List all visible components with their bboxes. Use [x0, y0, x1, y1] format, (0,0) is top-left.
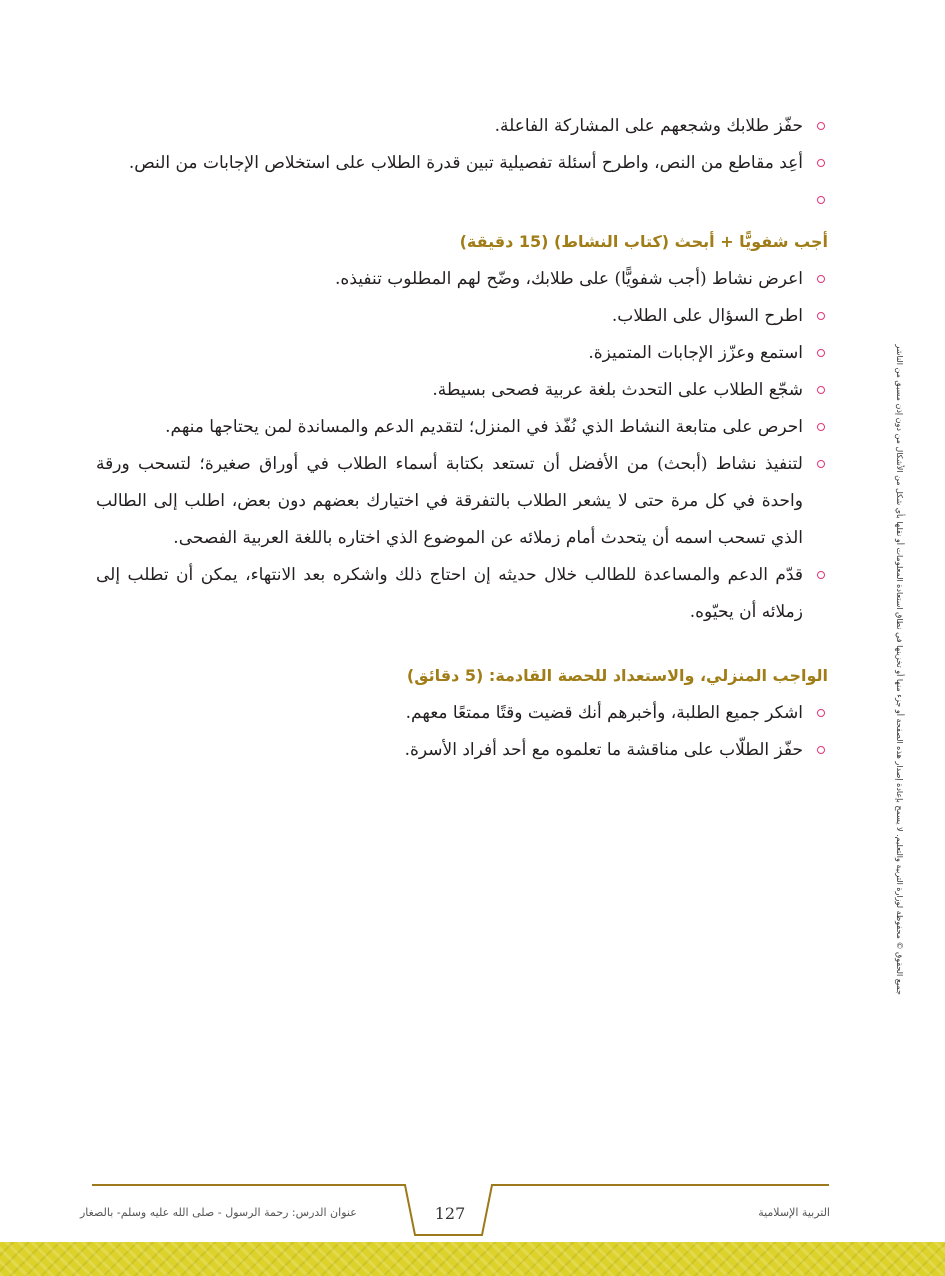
page-number: 127 [434, 1204, 466, 1223]
copyright-text: جميع الحقوق © محفوظة لوزارة التربية والتعليم. لا يسمح بإعادة إصدار هذه الصفحة أو جزء منها أو تخزينها في نطاق استعادة المعلومات أو نقلها بأي شكل من الأشكال من دون إذن مسبق من الناشر [895, 344, 904, 995]
list-item: اشكر جميع الطلبة، وأخبرهم أنك قضيت وقتًا ممتعًا معهم. [96, 695, 828, 732]
list-item: احرص على متابعة النشاط الذي نُفّذ في المنزل؛ لتقديم الدعم والمساندة لمن يحتاجها منهم. [96, 409, 828, 446]
list-item: قدّم الدعم والمساعدة للطالب خلال حديثه إن احتاج ذلك واشكره بعد الانتهاء، يمكن أن تطلب إلى زملائه أن يحيّوه. [96, 557, 828, 631]
list-item: حفّز الطلّاب على مناقشة ما تعلموه مع أحد أفراد الأسرة. [96, 732, 828, 769]
bullet-icon [817, 349, 825, 357]
subject-name: التربية الإسلامية [758, 1206, 830, 1219]
bullet-icon [817, 709, 825, 717]
page-content [96, 108, 828, 769]
bullet-icon [817, 122, 825, 130]
bullet-icon [817, 196, 825, 204]
list-item: اعرض نشاط (أجب شفويًّا) على طلابك، وضّح لهم المطلوب تنفيذه. [96, 261, 828, 298]
bullet-icon [817, 275, 825, 283]
decorative-band [0, 1242, 945, 1276]
list-item: لتنفيذ نشاط (أبحث) من الأفضل أن تستعد بكتابة أسماء الطلاب في أوراق صغيرة؛ لتسحب ورقة واحدة في كل مرة حتى لا يشعر الطلاب بالتفرقة في اختيارك بعضهم دون بعض، اطلب إلى الطالب الذي تسحب اسمه أن يتحدث أمام زملائه عن الموضوع الذي اختاره باللغة العربية الفصحى. [96, 446, 828, 557]
section2-list [96, 695, 828, 769]
copyright-note [893, 295, 915, 995]
section1-list [96, 261, 828, 631]
section-heading-oral-activity: أجب شفويًّا + أبحث (كتاب النشاط) (15 دقيقة) [459, 232, 828, 251]
list-item-empty [96, 182, 828, 219]
bullet-icon [817, 159, 825, 167]
bullet-icon [817, 460, 825, 468]
bullet-icon [817, 746, 825, 754]
bullet-icon [817, 386, 825, 394]
list-item: شجّع الطلاب على التحدث بلغة عربية فصحى بسيطة. [96, 372, 828, 409]
list-item: أعِد مقاطع من النص، واطرح أسئلة تفصيلية تبين قدرة الطلاب على استخلاص الإجابات من النص. [96, 145, 828, 182]
section-heading-homework: الواجب المنزلي، والاستعداد للحصة القادمة: (5 دقائق) [406, 666, 828, 685]
top-list [96, 108, 828, 219]
bullet-icon [817, 312, 825, 320]
list-item: حفّز طلابك وشجعهم على المشاركة الفاعلة. [96, 108, 828, 145]
list-item: اطرح السؤال على الطلاب. [96, 298, 828, 335]
bullet-icon [817, 571, 825, 579]
list-item: استمع وعزّز الإجابات المتميزة. [96, 335, 828, 372]
lesson-title: عنوان الدرس: رحمة الرسول - صلى الله عليه وسلم- بالصغار [80, 1206, 357, 1219]
bullet-icon [817, 423, 825, 431]
